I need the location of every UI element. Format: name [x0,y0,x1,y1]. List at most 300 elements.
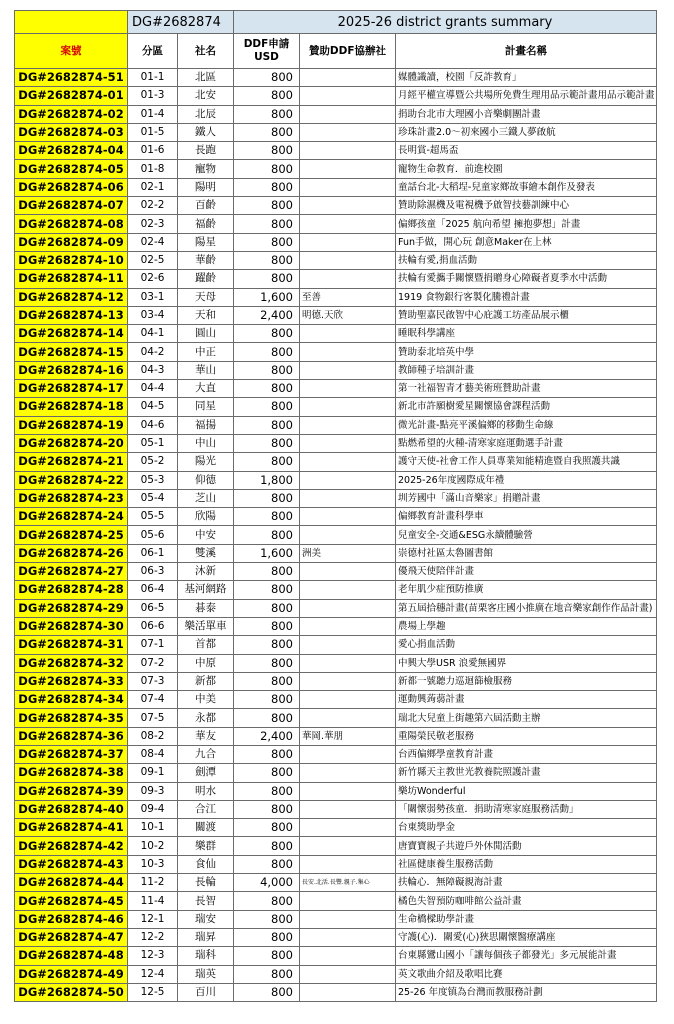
project-name-cell: 長明賞-超馬盃 [396,142,657,160]
co-clubs-cell: 明德.天欣 [300,306,396,324]
club-name-cell: 華山 [178,361,234,379]
project-name-cell: 25-26 年度镇為台灣而教服務計劃 [396,983,657,1001]
district-cell: 10-3 [128,855,178,873]
table-row [15,965,657,983]
amount-cell: 800 [234,599,300,617]
amount-cell: 800 [234,782,300,800]
case-number-cell: DG#2682874-08 [15,215,128,233]
case-number-cell: DG#2682874-18 [15,398,128,416]
table-row [15,123,657,141]
grants-table [14,10,657,1002]
table-row [15,563,657,581]
project-name-cell: 童話台北-大稻埕-兒童家鄉故事繪本創作及發表 [396,178,657,196]
club-name-cell: 基河網路 [178,581,234,599]
amount-cell: 800 [234,142,300,160]
project-name-cell: 守護(心)．關愛(心)狹思關懷醫療講座 [396,928,657,946]
club-name-cell: 九合 [178,745,234,763]
amount-cell: 800 [234,105,300,123]
co-clubs-cell [300,270,396,288]
club-name-cell: 首都 [178,636,234,654]
district-cell: 04-2 [128,343,178,361]
district-cell: 02-3 [128,215,178,233]
project-name-cell: 贊助聖嘉民啟智中心庇護工坊產品展示櫃 [396,306,657,324]
club-name-cell: 碁泰 [178,599,234,617]
table-row [15,983,657,1001]
amount-cell: 800 [234,764,300,782]
district-cell: 04-5 [128,398,178,416]
table-row [15,654,657,672]
district-cell: 04-6 [128,416,178,434]
co-clubs-cell [300,965,396,983]
district-cell: 10-2 [128,837,178,855]
district-cell: 06-3 [128,563,178,581]
club-name-cell: 長跑 [178,142,234,160]
project-name-cell: 扶輪有愛攜手關懷暨捐贈身心障礙者夏季水中活動 [396,270,657,288]
amount-cell: 800 [234,855,300,873]
case-number-cell: DG#2682874-45 [15,892,128,910]
case-number-cell: DG#2682874-51 [15,69,128,87]
amount-cell: 800 [234,819,300,837]
club-name-cell: 百川 [178,983,234,1001]
project-name-cell: 社區健康養生服務活動 [396,855,657,873]
case-number-cell: DG#2682874-43 [15,855,128,873]
club-name-cell: 鐵人 [178,123,234,141]
project-name-cell: 新北市許願樹愛星關懷協會課程活動 [396,398,657,416]
club-name-cell: 欣陽 [178,508,234,526]
amount-cell: 800 [234,270,300,288]
co-clubs-cell [300,325,396,343]
club-name-cell: 寵物 [178,160,234,178]
amount-cell: 800 [234,343,300,361]
club-name-cell: 北安 [178,87,234,105]
club-name-cell: 躍齡 [178,270,234,288]
club-name-cell: 福齡 [178,215,234,233]
table-row [15,416,657,434]
project-name-cell: 「關懷弱勢孩童．捐助清寒家庭服務活動」 [396,800,657,818]
table-row [15,453,657,471]
district-cell: 04-4 [128,380,178,398]
project-name-cell: 農場上學趣 [396,617,657,635]
district-cell: 02-2 [128,197,178,215]
district-cell: 03-1 [128,288,178,306]
district-cell: 05-6 [128,526,178,544]
co-clubs-cell [300,672,396,690]
case-number-cell: DG#2682874-50 [15,983,128,1001]
co-clubs-cell [300,764,396,782]
club-name-cell: 陽明 [178,178,234,196]
table-row [15,764,657,782]
table-row [15,398,657,416]
co-clubs-cell [300,380,396,398]
amount-cell: 800 [234,489,300,507]
project-name-cell: 1919 食物銀行客製化騰禮計畫 [396,288,657,306]
amount-cell: 800 [234,636,300,654]
project-name-cell: Fun手做，開心玩 創意Maker在上林 [396,233,657,251]
project-name-cell: 新都一號聽力巡迴篩檢服務 [396,672,657,690]
project-name-cell: 中興大學USR 浪愛無國界 [396,654,657,672]
table-row [15,617,657,635]
case-number-cell: DG#2682874-10 [15,251,128,269]
project-name-cell: 微光計畫-點亮平溪偏鄉的移動生命線 [396,416,657,434]
club-name-cell: 瑞科 [178,947,234,965]
case-number-cell: DG#2682874-46 [15,910,128,928]
amount-cell: 800 [234,691,300,709]
district-cell: 08-4 [128,745,178,763]
table-row [15,508,657,526]
co-clubs-cell [300,691,396,709]
case-number-cell: DG#2682874-42 [15,837,128,855]
co-clubs-cell [300,855,396,873]
district-cell: 05-4 [128,489,178,507]
project-name-cell: 偏鄉孩童「2025 航向希望 擁抱夢想」計畫 [396,215,657,233]
co-clubs-cell [300,837,396,855]
summary-title: 2025-26 district grants summary [234,11,657,34]
amount-cell: 800 [234,837,300,855]
club-name-cell: 百齡 [178,197,234,215]
club-name-cell: 芝山 [178,489,234,507]
district-cell: 02-4 [128,233,178,251]
project-name-cell: 崇德村社區太魯圖書館 [396,544,657,562]
district-cell: 09-4 [128,800,178,818]
district-cell: 12-4 [128,965,178,983]
header-case: 案號 [15,34,128,69]
case-number-cell: DG#2682874-35 [15,709,128,727]
project-name-cell: 寵物生命教育．前進校園 [396,160,657,178]
club-name-cell: 仰德 [178,471,234,489]
project-name-cell: 點燃希望的火種-清寒家庭運動選手計畫 [396,434,657,452]
header-co-clubs: 贊助DDF協辦社 [300,34,396,69]
table-row [15,691,657,709]
co-clubs-cell [300,947,396,965]
header-amount: DDF申請 USD [234,34,300,69]
club-name-cell: 同星 [178,398,234,416]
project-name-cell: 愛心捐血活動 [396,636,657,654]
case-number-cell: DG#2682874-03 [15,123,128,141]
district-cell: 07-1 [128,636,178,654]
district-cell: 12-2 [128,928,178,946]
amount-cell: 800 [234,654,300,672]
table-row [15,782,657,800]
club-name-cell: 劍潭 [178,764,234,782]
case-number-cell: DG#2682874-14 [15,325,128,343]
district-cell: 09-3 [128,782,178,800]
club-name-cell: 中安 [178,526,234,544]
project-name-cell: 樂坊Wonderful [396,782,657,800]
amount-cell: 800 [234,709,300,727]
project-name-cell: 台東獎助學金 [396,819,657,837]
amount-cell: 800 [234,892,300,910]
table-row [15,142,657,160]
project-name-cell: 英文歌曲介紹及歌唱比賽 [396,965,657,983]
case-number-cell: DG#2682874-44 [15,874,128,892]
district-cell: 07-5 [128,709,178,727]
table-row [15,526,657,544]
club-name-cell: 沐新 [178,563,234,581]
project-name-cell: 捐助台北市大理國小音樂劇團計畫 [396,105,657,123]
club-name-cell: 新都 [178,672,234,690]
table-row [15,197,657,215]
co-clubs-cell [300,197,396,215]
case-number-cell: DG#2682874-26 [15,544,128,562]
amount-cell: 800 [234,508,300,526]
district-cell: 01-8 [128,160,178,178]
case-number-cell: DG#2682874-48 [15,947,128,965]
project-name-cell: 贊助除濕機及電視機予啟智技藝訓練中心 [396,197,657,215]
project-name-cell: 睡眠科學講座 [396,325,657,343]
club-name-cell: 明水 [178,782,234,800]
amount-cell: 800 [234,563,300,581]
club-name-cell: 長智 [178,892,234,910]
table-row [15,947,657,965]
amount-cell: 800 [234,672,300,690]
table-row [15,434,657,452]
case-number-cell: DG#2682874-17 [15,380,128,398]
club-name-cell: 北辰 [178,105,234,123]
table-row [15,581,657,599]
club-name-cell: 瑞英 [178,965,234,983]
amount-cell: 1,600 [234,544,300,562]
district-cell: 02-6 [128,270,178,288]
district-cell: 07-2 [128,654,178,672]
project-name-cell: 扶輪有愛,捐血活動 [396,251,657,269]
club-name-cell: 永都 [178,709,234,727]
table-row [15,160,657,178]
district-cell: 07-3 [128,672,178,690]
club-name-cell: 華齡 [178,251,234,269]
co-clubs-cell [300,471,396,489]
table-row [15,819,657,837]
table-row [15,892,657,910]
co-clubs-cell [300,745,396,763]
amount-cell: 1,600 [234,288,300,306]
co-clubs-cell [300,928,396,946]
project-name-cell: 新竹縣天主教世光教養院照護計畫 [396,764,657,782]
amount-cell: 2,400 [234,306,300,324]
table-row [15,874,657,892]
amount-cell: 800 [234,453,300,471]
case-number-cell: DG#2682874-40 [15,800,128,818]
table-row [15,636,657,654]
co-clubs-cell [300,453,396,471]
case-number-cell: DG#2682874-37 [15,745,128,763]
grant-id-cell: DG#2682874 [128,11,234,34]
co-clubs-cell [300,105,396,123]
co-clubs-cell [300,361,396,379]
co-clubs-cell [300,123,396,141]
amount-cell: 800 [234,617,300,635]
club-name-cell: 樂群 [178,837,234,855]
club-name-cell: 大直 [178,380,234,398]
project-name-cell: 第一社福智青才藝美術班贊助計畫 [396,380,657,398]
co-clubs-cell [300,160,396,178]
table-row [15,910,657,928]
project-name-cell: 台西偏鄉學童教育計畫 [396,745,657,763]
case-number-cell: DG#2682874-25 [15,526,128,544]
co-clubs-cell [300,434,396,452]
table-row [15,672,657,690]
project-name-cell: 生命橋樑助學計畫 [396,910,657,928]
district-cell: 09-1 [128,764,178,782]
club-name-cell: 天母 [178,288,234,306]
club-name-cell: 陽光 [178,453,234,471]
case-number-cell: DG#2682874-04 [15,142,128,160]
header-district: 分區 [128,34,178,69]
project-name-cell: 圳芳國中「滿山音樂家」捐贈計畫 [396,489,657,507]
co-clubs-cell [300,654,396,672]
amount-cell: 800 [234,800,300,818]
co-clubs-cell [300,508,396,526]
case-number-cell: DG#2682874-05 [15,160,128,178]
header-project: 計畫名稱 [396,34,657,69]
project-name-cell: 瑞北大兒童上街趣第六屆活動主辦 [396,709,657,727]
amount-cell: 800 [234,69,300,87]
amount-cell: 800 [234,965,300,983]
table-row [15,837,657,855]
co-clubs-cell [300,800,396,818]
project-name-cell: 台東縣鸞山國小「讓每個孩子都發光」多元展能計畫 [396,947,657,965]
co-clubs-cell [300,526,396,544]
case-number-cell: DG#2682874-23 [15,489,128,507]
amount-cell: 800 [234,160,300,178]
co-clubs-cell [300,69,396,87]
table-row [15,288,657,306]
title-yellow-cell [15,11,128,34]
header-row [15,34,657,69]
district-cell: 02-1 [128,178,178,196]
amount-cell: 800 [234,745,300,763]
amount-cell: 800 [234,910,300,928]
project-name-cell: 優飛天使陪伴計畫 [396,563,657,581]
case-number-cell: DG#2682874-32 [15,654,128,672]
case-number-cell: DG#2682874-39 [15,782,128,800]
table-row [15,87,657,105]
co-clubs-cell: 洲美 [300,544,396,562]
co-clubs-cell [300,398,396,416]
district-cell: 12-1 [128,910,178,928]
project-name-cell: 教師種子培訓計畫 [396,361,657,379]
club-name-cell: 雙溪 [178,544,234,562]
case-number-cell: DG#2682874-34 [15,691,128,709]
table-row [15,855,657,873]
project-name-cell: 2025-26年度國際成年禮 [396,471,657,489]
district-cell: 05-2 [128,453,178,471]
club-name-cell: 樂活單車 [178,617,234,635]
district-cell: 05-5 [128,508,178,526]
amount-cell: 800 [234,526,300,544]
case-number-cell: DG#2682874-19 [15,416,128,434]
district-cell: 11-4 [128,892,178,910]
case-number-cell: DG#2682874-02 [15,105,128,123]
amount-cell: 800 [234,416,300,434]
case-number-cell: DG#2682874-30 [15,617,128,635]
table-row [15,178,657,196]
case-number-cell: DG#2682874-28 [15,581,128,599]
district-cell: 01-5 [128,123,178,141]
project-name-cell: 贊助泰北培英中學 [396,343,657,361]
club-name-cell: 長輪 [178,874,234,892]
amount-cell: 800 [234,325,300,343]
table-row [15,380,657,398]
club-name-cell: 關渡 [178,819,234,837]
district-cell: 06-1 [128,544,178,562]
case-number-cell: DG#2682874-01 [15,87,128,105]
district-cell: 04-1 [128,325,178,343]
co-clubs-cell [300,636,396,654]
project-name-cell: 重陽榮民敬老服務 [396,727,657,745]
table-row [15,233,657,251]
club-name-cell: 中正 [178,343,234,361]
table-row [15,544,657,562]
amount-cell: 800 [234,398,300,416]
co-clubs-cell [300,983,396,1001]
co-clubs-cell [300,233,396,251]
amount-cell: 800 [234,197,300,215]
project-name-cell: 兒童安全-交通&ESG永續體驗營 [396,526,657,544]
table-row [15,745,657,763]
header-club: 社名 [178,34,234,69]
case-number-cell: DG#2682874-41 [15,819,128,837]
case-number-cell: DG#2682874-29 [15,599,128,617]
co-clubs-cell [300,251,396,269]
district-cell: 01-4 [128,105,178,123]
table-row [15,270,657,288]
district-cell: 12-3 [128,947,178,965]
co-clubs-cell [300,489,396,507]
amount-cell: 800 [234,581,300,599]
project-name-cell: 扶輪心．無障礙親海計畫 [396,874,657,892]
amount-cell: 800 [234,361,300,379]
co-clubs-cell [300,142,396,160]
case-number-cell: DG#2682874-21 [15,453,128,471]
title-row [15,11,657,34]
case-number-cell: DG#2682874-31 [15,636,128,654]
district-cell: 07-4 [128,691,178,709]
case-number-cell: DG#2682874-20 [15,434,128,452]
case-number-cell: DG#2682874-07 [15,197,128,215]
amount-cell: 2,400 [234,727,300,745]
case-number-cell: DG#2682874-11 [15,270,128,288]
case-number-cell: DG#2682874-13 [15,306,128,324]
amount-cell: 800 [234,87,300,105]
co-clubs-cell: 華岡.華朋 [300,727,396,745]
table-row [15,69,657,87]
co-clubs-cell: 長安.北活.長豐.親子.集心 [300,874,396,892]
amount-cell: 800 [234,215,300,233]
case-number-cell: DG#2682874-38 [15,764,128,782]
table-row [15,251,657,269]
club-name-cell: 瑞昇 [178,928,234,946]
case-number-cell: DG#2682874-24 [15,508,128,526]
project-name-cell: 月經平權宣導暨公共場所免費生理用品示範計畫用品示範計畫 [396,87,657,105]
district-cell: 01-3 [128,87,178,105]
table-row [15,471,657,489]
co-clubs-cell [300,819,396,837]
club-name-cell: 食仙 [178,855,234,873]
district-cell: 01-1 [128,69,178,87]
club-name-cell: 瑞安 [178,910,234,928]
co-clubs-cell [300,178,396,196]
co-clubs-cell [300,581,396,599]
co-clubs-cell [300,599,396,617]
co-clubs-cell [300,910,396,928]
project-name-cell: 偏鄉教育計畫科學車 [396,508,657,526]
project-name-cell: 運動興蒟蒻計畫 [396,691,657,709]
amount-cell: 800 [234,178,300,196]
district-cell: 06-6 [128,617,178,635]
co-clubs-cell [300,709,396,727]
district-cell: 11-2 [128,874,178,892]
co-clubs-cell [300,563,396,581]
